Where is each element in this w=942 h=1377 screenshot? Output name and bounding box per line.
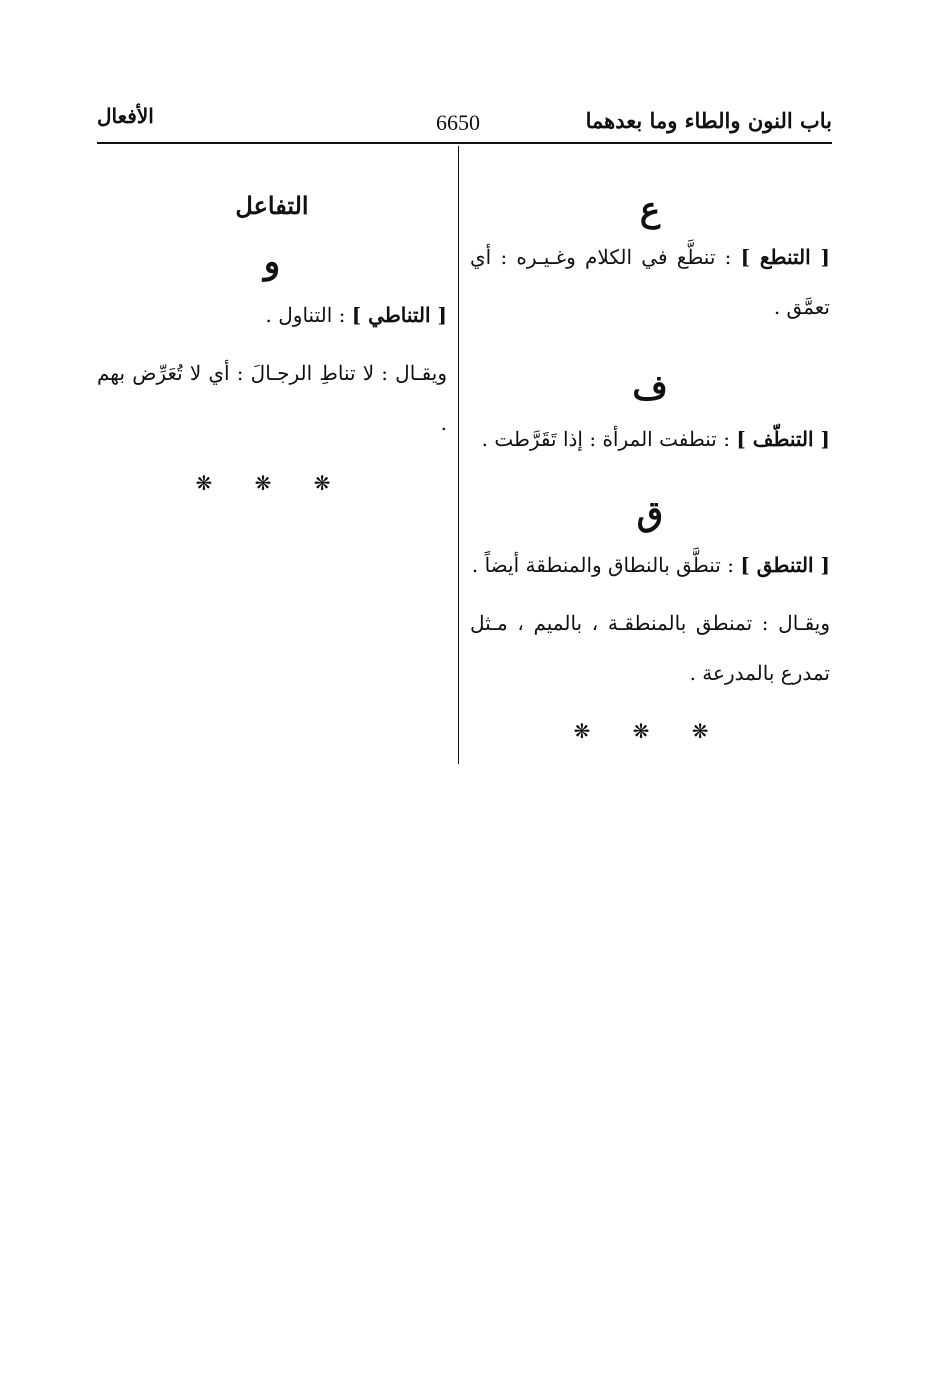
entry-term: [ التنطع ] — [740, 245, 830, 269]
left-column — [97, 146, 447, 498]
entry-tanattuq — [470, 540, 830, 590]
entry-tamantuq — [470, 598, 830, 698]
chapter-section-title: التفاعل — [235, 191, 309, 220]
letter-heading-fa: ف — [632, 368, 668, 408]
entry-term: [ التناطي ] — [351, 303, 447, 327]
entry-term: [ التنطق ] — [740, 553, 830, 577]
entry-tanati — [97, 290, 447, 340]
entry-term: [ التنطّف ] — [736, 427, 830, 451]
chapter-title: باب النون والطاء وما بعدهما — [585, 108, 832, 133]
column-divider — [458, 146, 459, 764]
section-title-header: الأفعال — [97, 104, 154, 128]
section-separator: ❋ ❋ ❋ — [195, 471, 349, 495]
page-header — [97, 104, 832, 140]
right-column — [470, 146, 830, 746]
entry-text: : تنطَّق بالنطاق والمنطقة أيضاً . — [471, 553, 734, 577]
letter-heading-qaf: ق — [636, 494, 664, 534]
entry-text: ويقـال : تمنطق بالمنطقـة ، بالميم ، مـثل تمدرع بالمدرعة . — [470, 611, 830, 685]
letter-heading-ain: ع — [639, 190, 661, 230]
header-rule — [97, 142, 832, 144]
letter-heading-waw: و — [263, 242, 281, 282]
page-number: 6650 — [436, 110, 480, 135]
entry-tanattuf — [470, 414, 830, 464]
entry-text: ويقـال : لا تناطِ الرجـالَ : أي لا تُعَرِّض بهم . — [97, 361, 447, 435]
entry-text: : تنطَّع في الكلام وغـيـره : أي تعمَّق . — [470, 245, 830, 319]
entry-la-tanati — [97, 348, 447, 448]
entry-tanatu — [470, 232, 830, 332]
entry-text: : التناول . — [265, 303, 346, 327]
section-separator: ❋ ❋ ❋ — [573, 719, 727, 743]
entry-text: : تنطفت المرأة : إذا تَقَرَّطت . — [481, 427, 730, 451]
